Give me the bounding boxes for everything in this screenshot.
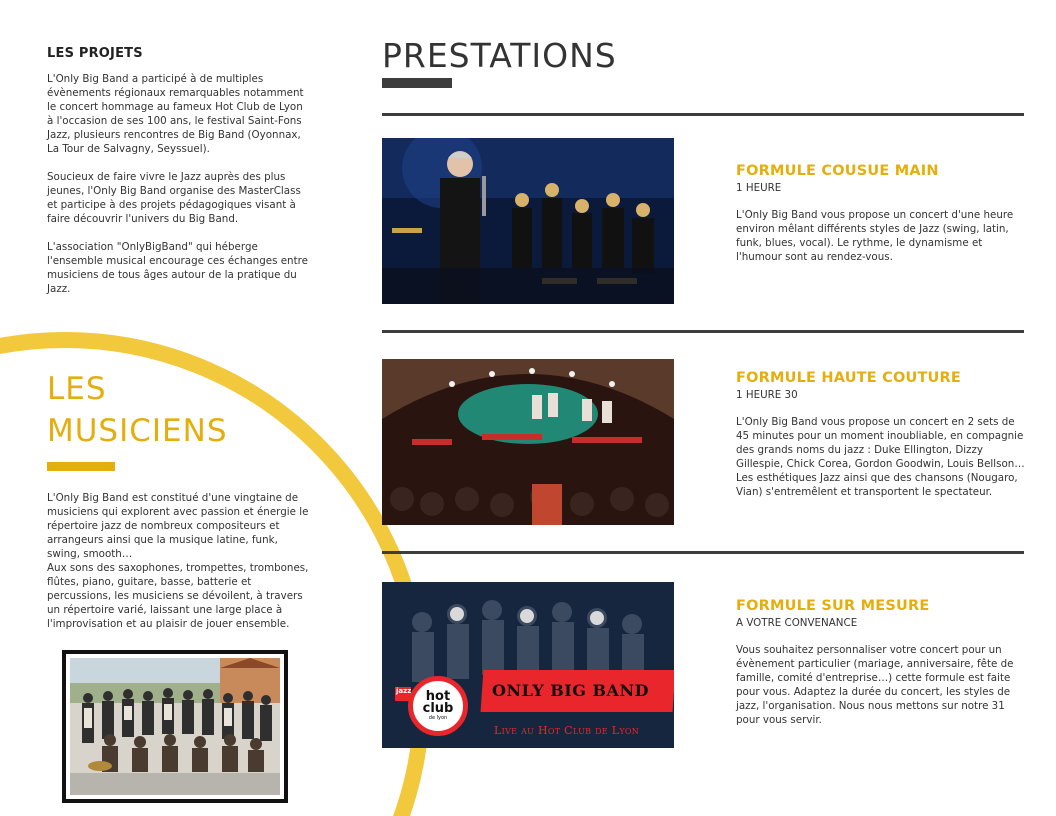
musiciens-title-line1: LES	[47, 371, 107, 407]
section-divider	[382, 113, 1024, 116]
group-photo	[70, 658, 280, 795]
prestations-accent-bar	[382, 78, 452, 88]
formule-duration: 1 HEURE 30	[736, 389, 798, 401]
musiciens-section	[47, 368, 309, 631]
hot-club-logo	[396, 676, 468, 736]
projets-paragraph-3: L'association "OnlyBigBand" qui héberge l'ensemble musical encourage ces échanges entre musiciens de tous âges autour de la pratique du Jazz.	[47, 241, 308, 295]
logo-jazz-text: jazz	[396, 687, 412, 695]
formule-card-cousue-main	[736, 163, 1026, 264]
prestations-section	[382, 0, 1024, 816]
formule-card-sur-mesure	[736, 598, 1026, 727]
section-divider	[382, 330, 1024, 333]
concert-poster-hot-club	[382, 582, 674, 748]
projets-paragraph-2: Soucieux de faire vivre le Jazz auprès des plus jeunes, l'Only Big Band organise des MasterClass et participe à des projets pédagogiques visant à faire découvrir l'univers du Big Band.	[47, 171, 301, 225]
logo-club-text: club	[422, 701, 454, 716]
logo-hot-text: hot	[425, 689, 451, 704]
formule-card-haute-couture	[736, 370, 1026, 499]
formule-description: Vous souhaitez personnaliser votre concert pour un évènement particulier (mariage, anniversaire, fête de famille, comité d'entreprise…) cette formule est faite pour vous. Adaptez la durée du concert, les styles de jazz, l'organisation. Nous nous mettons sur notre 31 pour vous servir.	[736, 644, 1014, 726]
concert-photo-cousue-main	[382, 138, 674, 304]
formule-description: L'Only Big Band vous propose un concert d'une heure environ mêlant différents styles de Jazz (swing, latin, funk, blues, vocal). Le rythme, le dynamisme et l'humour sont au rendez-vous.	[736, 209, 1014, 263]
musiciens-accent-bar	[47, 462, 115, 471]
formule-duration: A VOTRE CONVENANCE	[736, 617, 858, 629]
musiciens-title-line2: MUSICIENS	[47, 413, 228, 449]
formule-duration: 1 HEURE	[736, 182, 782, 194]
concert-photo-haute-couture	[382, 359, 674, 525]
formule-title: FORMULE HAUTE COUTURE	[736, 370, 961, 386]
logo-place-text: de lyon	[428, 715, 448, 721]
poster-tagline: Live au Hot Club de Lyon	[494, 724, 640, 737]
formule-description: L'Only Big Band vous propose un concert en 2 sets de 45 minutes pour un moment inoubliable, en compagnie des grands noms du jazz : Duke Ellington, Dizzy Gillespie, Chick Corea, Gordon Goodwin, Louis Bellson… Les esthétiques Jazz ainsi que des chansons (Nougaro, Vian) s'entremêlent et transportent le spectateur.	[736, 416, 1025, 498]
section-divider	[382, 551, 1024, 554]
prestations-title: PRESTATIONS	[382, 36, 617, 75]
projets-section	[47, 46, 309, 310]
musiciens-paragraph-1: L'Only Big Band est constitué d'une vingtaine de musiciens qui explorent avec passion et énergie le répertoire jazz de nombreux compositeurs et arrangeurs ainsi que la musique latine, funk, swing, smooth…	[47, 492, 309, 560]
formule-title: FORMULE COUSUE MAIN	[736, 163, 939, 179]
musiciens-paragraph-2: Aux sons des saxophones, trompettes, trombones, flûtes, piano, guitare, basse, batterie et percussions, les musiciens se dévoilent, à travers un répertoire varié, laissant une large place à l'improvisation et au plaisir de jouer ensemble.	[47, 562, 309, 630]
group-photo-frame	[62, 650, 288, 803]
projets-heading: LES PROJETS	[47, 46, 143, 61]
projets-paragraph-1: L'Only Big Band a participé à de multiples évènements régionaux remarquables notamment le concert hommage au fameux Hot Club de Lyon à l'occasion de ses 100 ans, le festival Saint-Fons Jazz, plusieurs rencontres de Big Band (Oyonnax, La Tour de Salvagny, Seyssuel).	[47, 73, 304, 155]
poster-band-name: ONLY BIG BAND	[492, 681, 649, 700]
formule-title: FORMULE SUR MESURE	[736, 598, 930, 614]
